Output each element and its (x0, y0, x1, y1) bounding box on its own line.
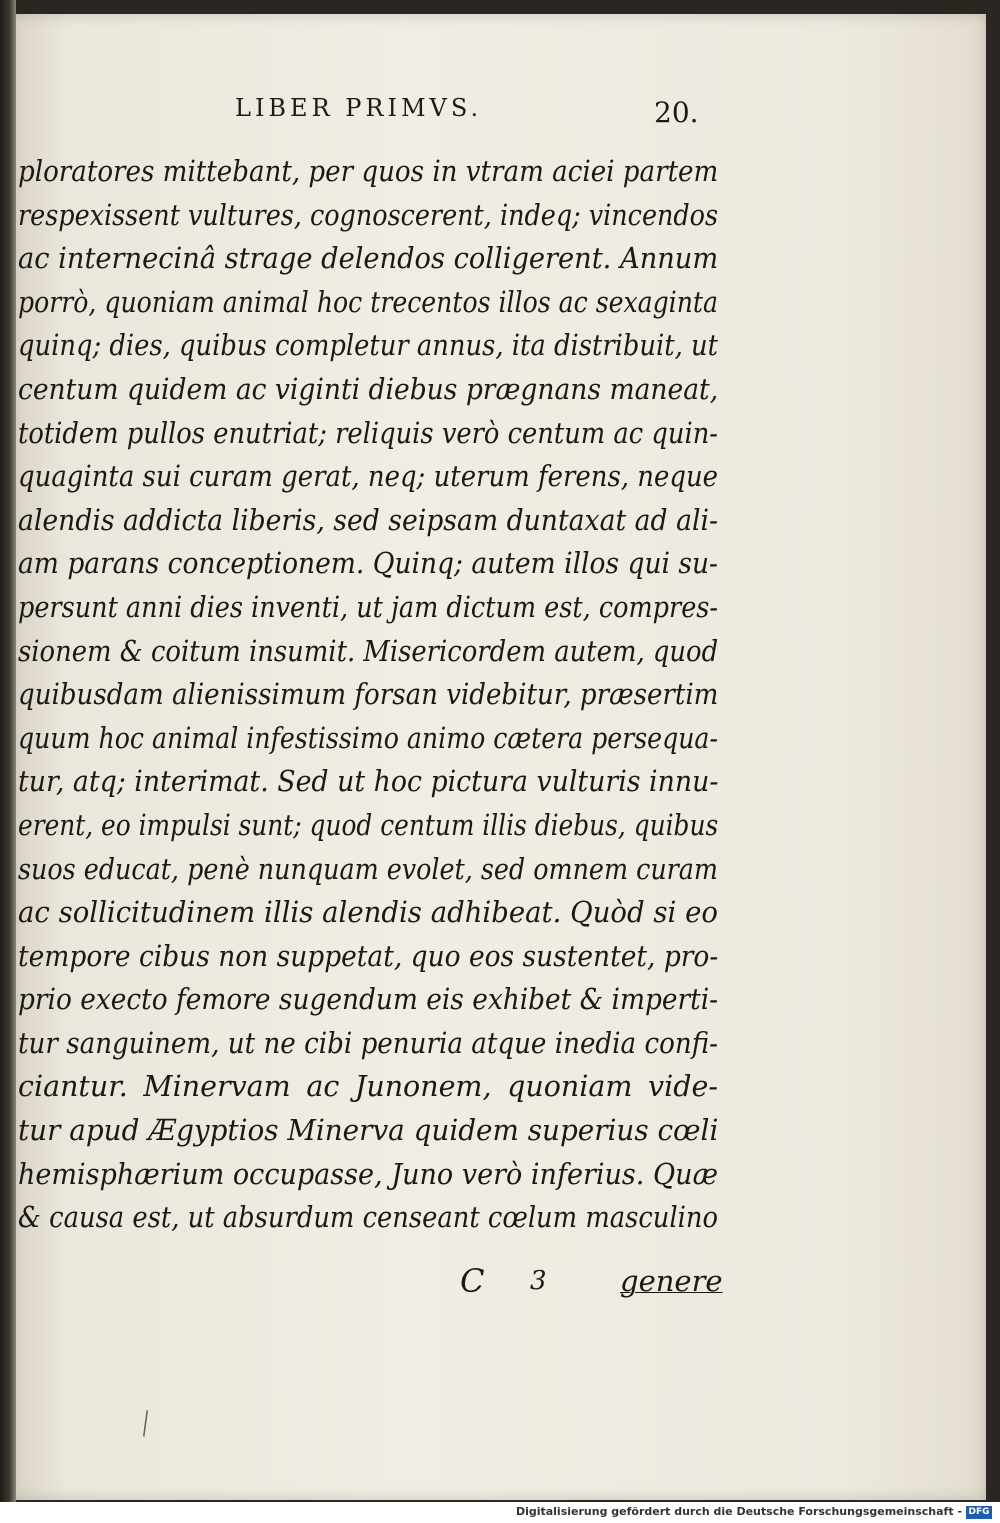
signature-mark: C (460, 1262, 485, 1300)
text-line: quinq; dies, quibus completur annus, ita distribuit, ut (18, 329, 719, 363)
text-line: ac internecinâ strage delendos colligerent. Annum (18, 242, 719, 276)
running-head (0, 94, 1000, 128)
text-line: hemisphærium occupasse, Juno verò inferius. Quæ (18, 1157, 718, 1191)
signature-number: 3 (530, 1266, 547, 1296)
credit-text: Digitalisierung gefördert durch die Deutsche Forschungsgemeinschaft - (515, 1505, 962, 1518)
page-footer (0, 1262, 1000, 1306)
text-line: porrò, quoniam animal hoc trecentos illos ac sexaginta (18, 285, 718, 319)
text-line: ploratores mittebant, per quos in vtram aciei partem (18, 155, 719, 188)
body-text (18, 150, 718, 1240)
text-line: persunt anni dies inventi, ut jam dictum est, compres- (18, 590, 719, 624)
text-line: & causa est, ut absurdum censeant cœlum masculino (18, 1201, 719, 1235)
text-line: quibusdam alienissimum forsan videbitur, præsertim (18, 678, 719, 712)
text-line: ac sollicitudinem illis alendis adhibeat. Quòd si eo (18, 896, 718, 930)
credit-bar (0, 1502, 1000, 1523)
paper-mark-icon: ╲ (133, 1410, 158, 1437)
dfg-logo-icon: DFG (966, 1506, 992, 1519)
text-line: centum quidem ac viginti diebus prægnans maneat, (18, 372, 719, 406)
text-line: prio execto femore sugendum eis exhibet & imperti- (18, 983, 719, 1017)
running-title: LIBER PRIMVS. (235, 94, 483, 122)
text-line: suos educat, penè nunquam evolet, sed omnem curam (18, 852, 719, 886)
text-line: tur apud Ægyptios Minerva quidem superius cœli (18, 1114, 719, 1148)
text-line: tempore cibus non suppetat, quo eos sustentet, pro- (18, 939, 719, 973)
text-line: am parans conceptionem. Quinq; autem illos qui su- (18, 547, 719, 581)
text-line: totidem pullos enutriat; reliquis verò centum ac quin- (18, 416, 718, 450)
text-line: ciantur. Minervam ac Junonem, quoniam vide- (18, 1070, 718, 1104)
text-line: quum hoc animal infestissimo animo cætera persequa- (18, 721, 718, 755)
page-number: 20. (654, 96, 699, 129)
text-line: quaginta sui curam gerat, neq; uterum ferens, neque (18, 460, 719, 494)
text-line: tur sanguinem, ut ne cibi penuria atque inedia confi- (18, 1026, 718, 1060)
text-line: erent, eo impulsi sunt; quod centum illis diebus, quibus (18, 808, 719, 842)
text-line: alendis addicta liberis, sed seipsam duntaxat ad ali- (18, 503, 719, 537)
text-line: sionem & coitum insumit. Misericordem autem, quod (18, 634, 719, 668)
catchword: genere (620, 1264, 723, 1298)
text-line: respexissent vultures, cognoscerent, indeq; vincendos (18, 198, 719, 232)
text-line: tur, atq; interimat. Sed ut hoc pictura vulturis innu- (18, 765, 719, 799)
